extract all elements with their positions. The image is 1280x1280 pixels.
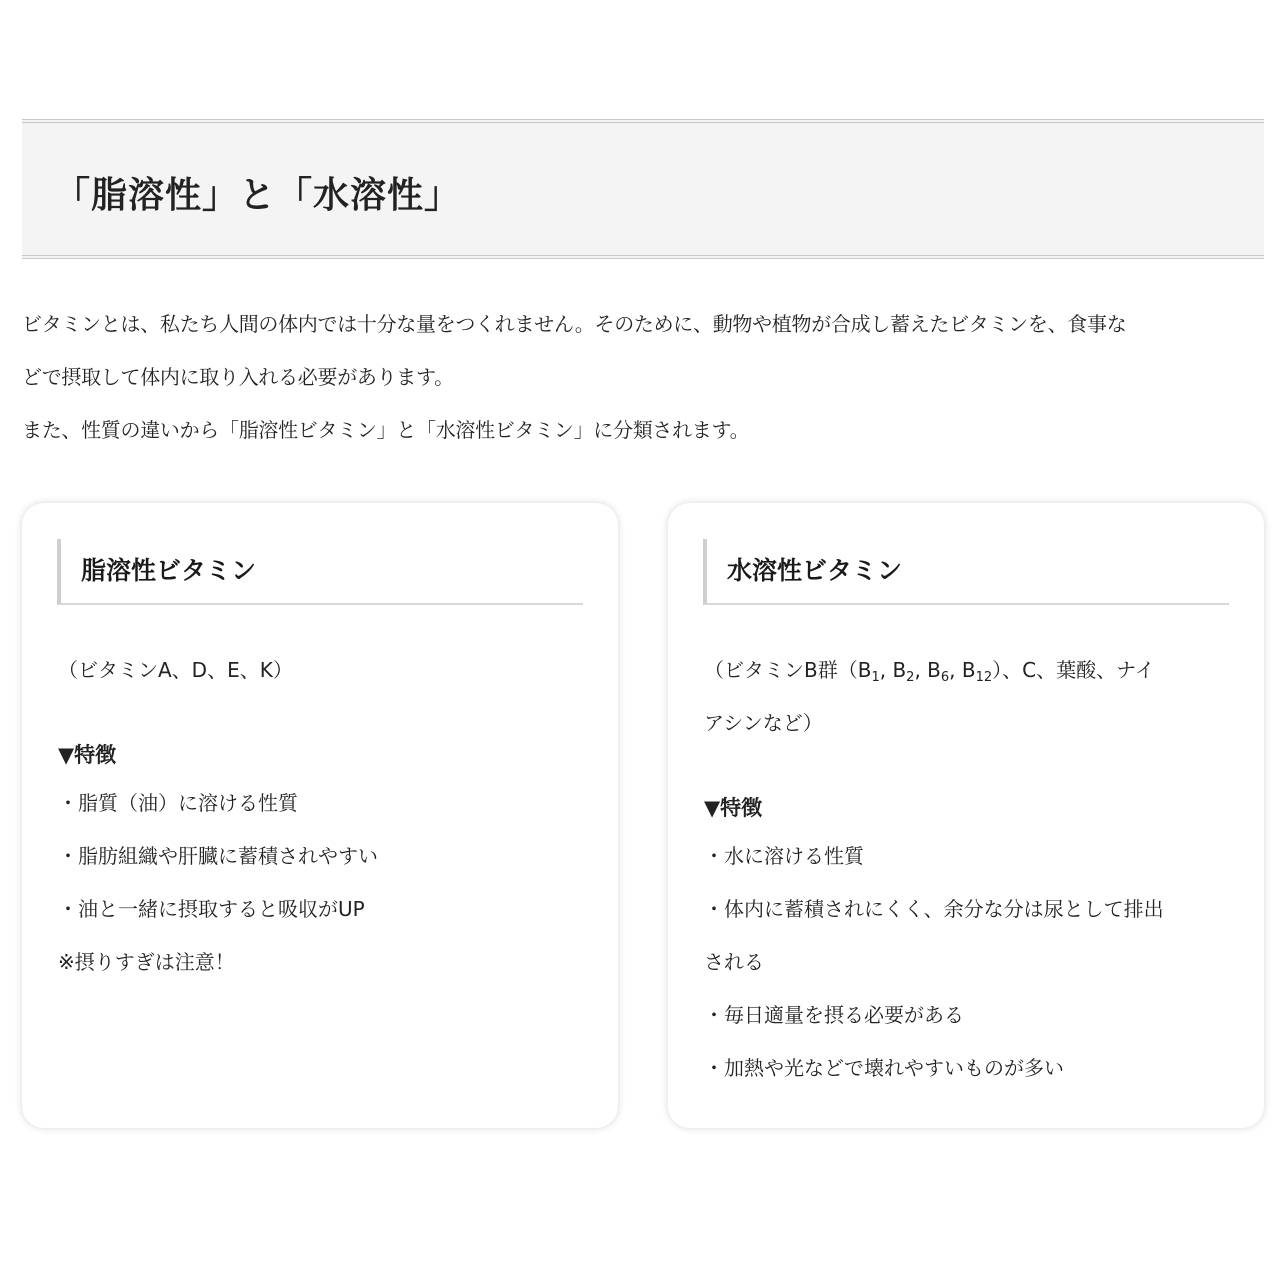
water-soluble-features-heading: ▼特徴 bbox=[704, 796, 763, 820]
water-soluble-title-box bbox=[703, 539, 1229, 605]
water-soluble-feature-4: ・加熱や光などで壊れやすいものが多い bbox=[704, 1056, 1064, 1080]
examples-suffix: ）、C、葉酸、ナイ bbox=[992, 658, 1155, 682]
intro-line-1: ビタミンとは、私たち人間の体内では十分な量をつくれません。そのために、動物や植物が合成し蓄えたビタミンを、食事な bbox=[22, 312, 1127, 336]
water-soluble-feature-2-cont: される bbox=[704, 950, 764, 974]
water-soluble-card bbox=[668, 503, 1264, 1128]
fat-soluble-feature-3: ・油と一緒に摂取すると吸収がUP bbox=[58, 897, 365, 921]
fat-soluble-card bbox=[22, 503, 618, 1128]
fat-soluble-note: ※摂りすぎは注意！ bbox=[58, 950, 235, 974]
water-soluble-examples-line-2: アシンなど） bbox=[704, 711, 823, 735]
heading-band bbox=[22, 119, 1264, 259]
b6-subscript: 6 bbox=[940, 670, 950, 685]
fat-soluble-features-heading: ▼特徴 bbox=[58, 743, 117, 767]
spacer bbox=[704, 750, 1234, 786]
examples-prefix: （ビタミンB群（B bbox=[704, 658, 872, 682]
intro-text bbox=[22, 298, 1264, 457]
water-soluble-examples-line-1 bbox=[704, 644, 1234, 697]
separator: , B bbox=[914, 658, 941, 682]
water-soluble-feature-3: ・毎日適量を摂る必要がある bbox=[704, 1003, 964, 1027]
separator: , B bbox=[879, 658, 907, 682]
b2-subscript: 2 bbox=[906, 670, 915, 685]
fat-soluble-body bbox=[58, 644, 588, 989]
fat-soluble-title-box bbox=[57, 539, 583, 605]
fat-soluble-examples: （ビタミンA、D、E、K） bbox=[58, 658, 293, 682]
fat-soluble-title: 脂溶性ビタミン bbox=[81, 556, 257, 585]
water-soluble-title: 水溶性ビタミン bbox=[727, 556, 903, 585]
b12-subscript: 12 bbox=[975, 670, 993, 685]
water-soluble-body bbox=[704, 644, 1234, 1095]
intro-line-2: どで摂取して体内に取り入れる必要があります。 bbox=[22, 365, 454, 389]
fat-soluble-feature-1: ・脂質（油）に溶ける性質 bbox=[58, 791, 298, 815]
b1-subscript: 1 bbox=[871, 670, 880, 685]
spacer bbox=[58, 697, 588, 733]
water-soluble-feature-1: ・水に溶ける性質 bbox=[704, 844, 864, 868]
fat-soluble-feature-2: ・脂肪組織や肝臓に蓄積されやすい bbox=[58, 844, 378, 868]
water-soluble-feature-2: ・体内に蓄積されにくく、余分な分は尿として排出 bbox=[704, 897, 1164, 921]
separator: , B bbox=[949, 658, 976, 682]
page-title: 「脂溶性」と「水溶性」 bbox=[54, 174, 462, 216]
intro-line-3: また、性質の違いから「脂溶性ビタミン」と「水溶性ビタミン」に分類されます。 bbox=[22, 418, 750, 442]
